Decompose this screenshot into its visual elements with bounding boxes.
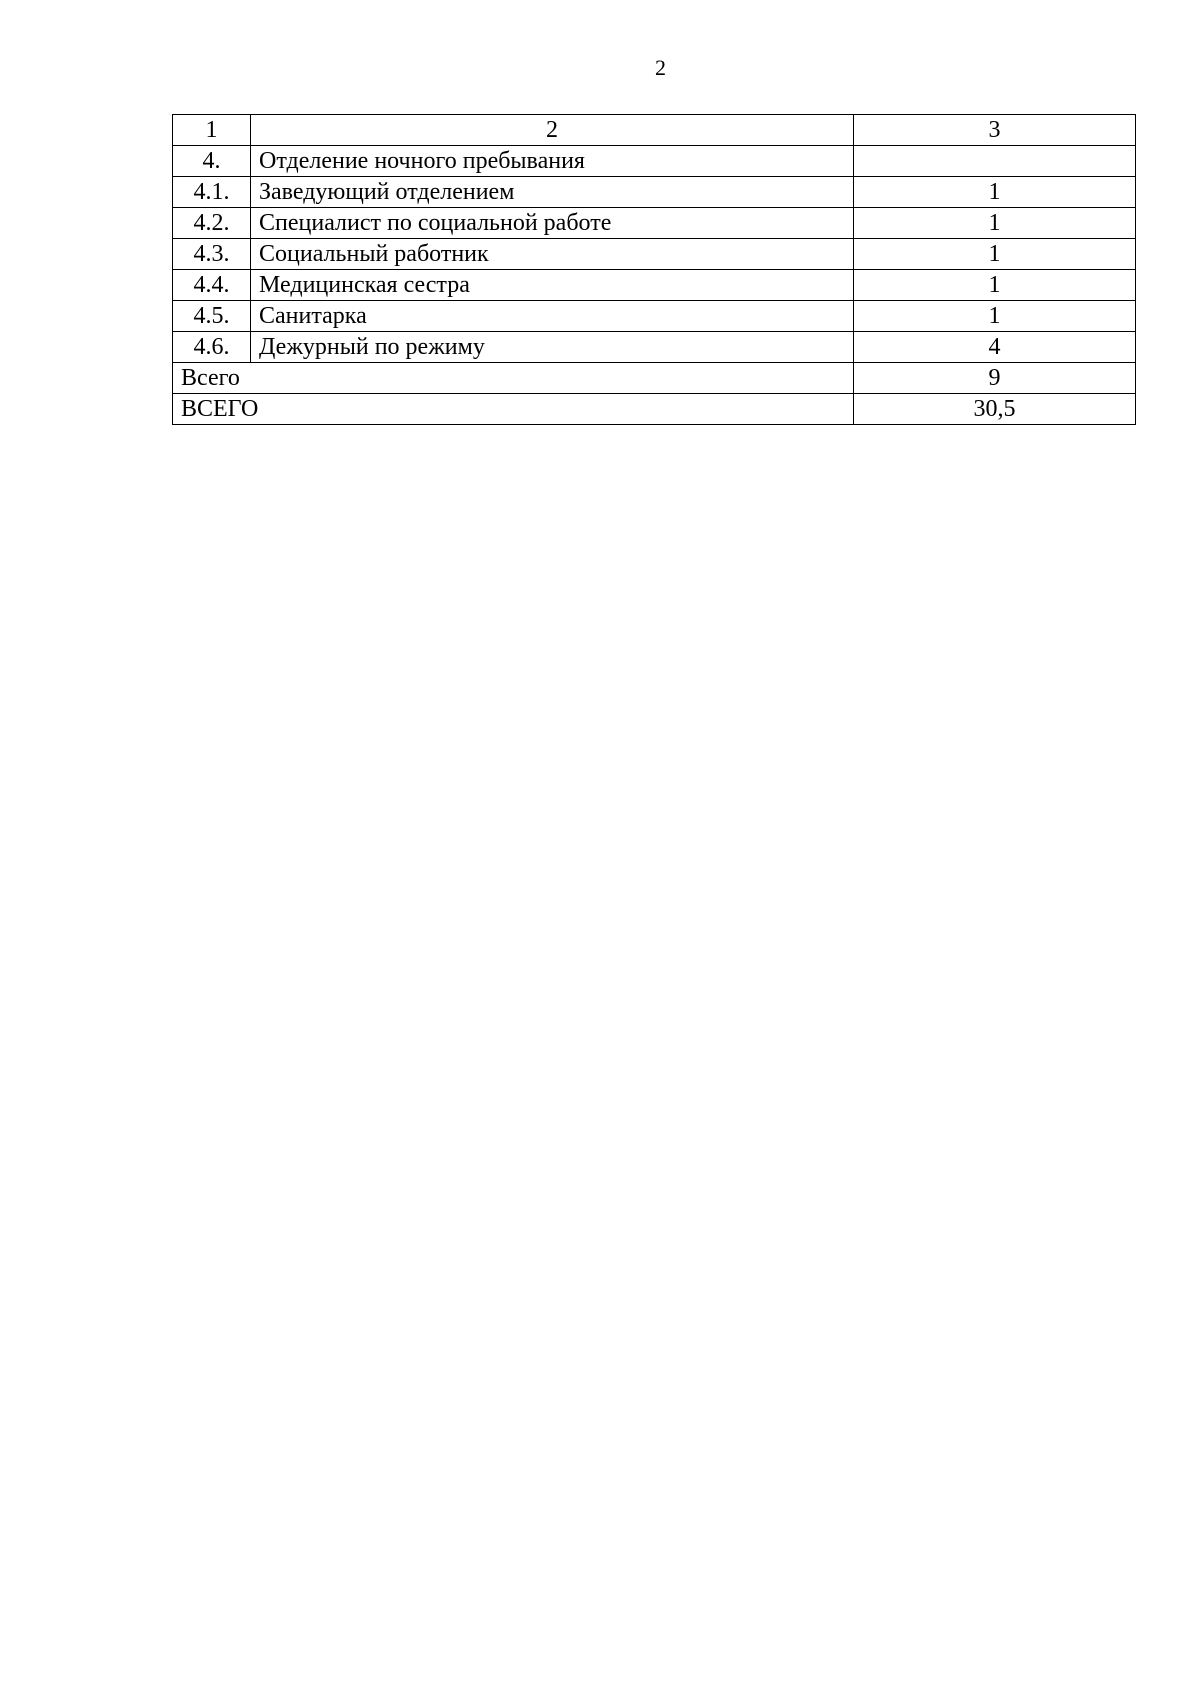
- staff-table: [172, 114, 1136, 425]
- position-name: Заведующий отделением: [251, 177, 854, 208]
- grand-total-label: ВСЕГО: [173, 394, 854, 425]
- staff-count: 1: [854, 270, 1136, 301]
- subtotal-label: Всего: [173, 363, 854, 394]
- section-title: Отделение ночного пребывания: [251, 146, 854, 177]
- table-header-row: [173, 115, 1136, 146]
- row-number: 4.2.: [173, 208, 251, 239]
- row-number: 4.1.: [173, 177, 251, 208]
- staff-count: 1: [854, 177, 1136, 208]
- position-name: Медицинская сестра: [251, 270, 854, 301]
- position-name: Специалист по социальной работе: [251, 208, 854, 239]
- staff-count: 1: [854, 301, 1136, 332]
- table-row: [173, 301, 1136, 332]
- position-name: Санитарка: [251, 301, 854, 332]
- staff-count: [854, 146, 1136, 177]
- column-number-2: 2: [251, 115, 854, 146]
- subtotal-row: [173, 363, 1136, 394]
- subtotal-value: 9: [854, 363, 1136, 394]
- row-number: 4.3.: [173, 239, 251, 270]
- table-row: [173, 146, 1136, 177]
- row-number: 4.5.: [173, 301, 251, 332]
- column-number-3: 3: [854, 115, 1136, 146]
- table-row: [173, 332, 1136, 363]
- table-row: [173, 239, 1136, 270]
- table-row: [173, 177, 1136, 208]
- page-number: 2: [655, 55, 666, 80]
- position-name: Социальный работник: [251, 239, 854, 270]
- row-number: 4.: [173, 146, 251, 177]
- staff-count: 1: [854, 208, 1136, 239]
- column-number-1: 1: [173, 115, 251, 146]
- row-number: 4.4.: [173, 270, 251, 301]
- grand-total-row: [173, 394, 1136, 425]
- position-name: Дежурный по режиму: [251, 332, 854, 363]
- grand-total-value: 30,5: [854, 394, 1136, 425]
- table-row: [173, 208, 1136, 239]
- row-number: 4.6.: [173, 332, 251, 363]
- table-row: [173, 270, 1136, 301]
- staff-count: 1: [854, 239, 1136, 270]
- staff-count: 4: [854, 332, 1136, 363]
